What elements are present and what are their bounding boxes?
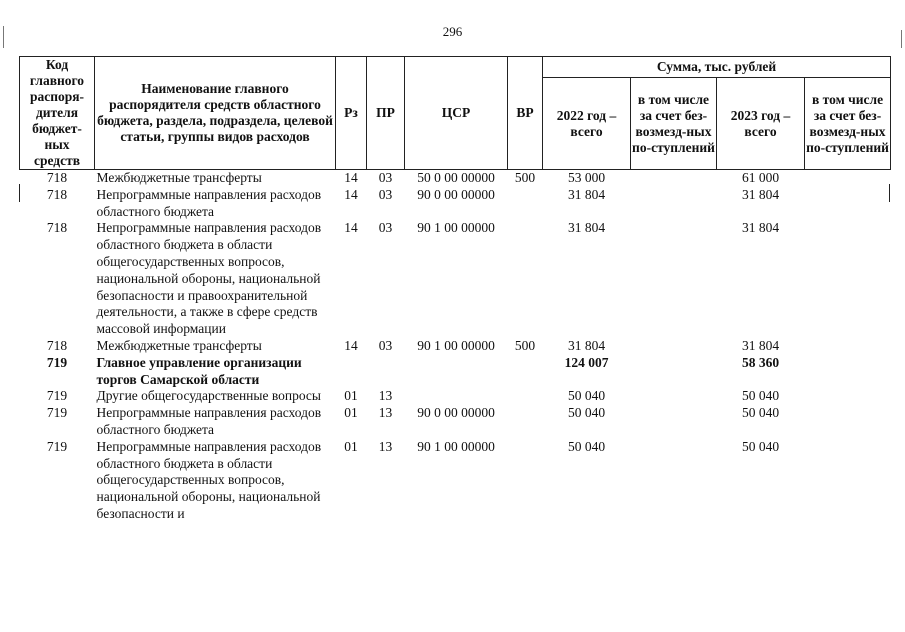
row-2022-total: 53 000 [567, 170, 606, 185]
row-rz: 14 [344, 186, 358, 202]
row-2022-free [631, 405, 717, 439]
row-rz [336, 355, 367, 389]
row-rz: 14 [344, 220, 358, 236]
row-2023-free [805, 220, 891, 338]
row-code: 719 [46, 438, 68, 454]
row-rz: 01 [344, 405, 358, 421]
row-code: 718 [46, 170, 68, 185]
row-2022-total: 31 804 [567, 186, 606, 202]
row-2022-total: 50 040 [567, 438, 606, 454]
row-2023-free [805, 170, 891, 187]
header-2022-free: в том числе за счет без-возмезд-ных по-ступлений [631, 78, 717, 170]
row-2022-total: 50 040 [567, 405, 606, 421]
row-2022-free [631, 338, 717, 355]
row-2023-free [805, 187, 891, 221]
row-vr [508, 405, 543, 439]
header-2023-total: 2023 год – всего [717, 78, 805, 170]
header-name: Наименование главного распорядителя средств областного бюджета, раздела, подраздела, целевой статьи, группы видов расходов [95, 57, 336, 170]
table-row [20, 187, 891, 221]
table-row [20, 388, 891, 405]
row-pr: 03 [378, 220, 393, 236]
row-pr: 13 [378, 388, 393, 404]
row-pr: 13 [378, 438, 393, 454]
row-csr [405, 355, 508, 389]
row-rz: 01 [344, 388, 358, 404]
row-code: 718 [46, 337, 68, 353]
row-2023-total: 50 040 [741, 438, 780, 454]
header-code: Код главного распоря-дителя бюджет-ных средств [20, 57, 95, 170]
row-2023-total: 50 040 [741, 388, 780, 404]
header-2023-free: в том числе за счет без-возмезд-ных по-ступлений [805, 78, 891, 170]
row-vr [508, 187, 543, 221]
row-csr: 50 0 00 00000 [417, 170, 495, 185]
row-rz: 01 [344, 438, 358, 454]
row-name: Главное управление организации торгов Самарской области [96, 354, 302, 387]
budget-table [19, 56, 891, 523]
table-row [20, 439, 891, 523]
row-vr [508, 388, 543, 405]
row-2023-total: 31 804 [741, 337, 780, 353]
row-2022-free [631, 355, 717, 389]
row-2023-free [805, 355, 891, 389]
row-vr: 500 [514, 337, 536, 353]
row-pr: 03 [378, 186, 393, 202]
page-number: 296 [442, 24, 463, 39]
row-vr [508, 220, 543, 338]
row-code: 718 [46, 186, 68, 202]
row-vr [508, 439, 543, 523]
row-2023-total: 58 360 [741, 354, 780, 370]
row-name: Непрограммные направления расходов областного бюджета [96, 405, 322, 437]
row-2023-total: 50 040 [741, 405, 780, 421]
row-csr: 90 1 00 00000 [417, 438, 495, 454]
header-vr: ВР [508, 57, 543, 170]
scan-edge-mark [3, 26, 4, 48]
row-csr [405, 388, 508, 405]
row-2023-free [805, 405, 891, 439]
header-csr: ЦСР [405, 57, 508, 170]
row-2023-total: 31 804 [741, 186, 780, 202]
row-name: Непрограммные направления расходов областного бюджета в области общегосударственных вопросов, национальной обороны, национальной безопасности и правоохранительной деятельности, а также в сфере средств массовой информации [96, 220, 322, 337]
table-row [20, 220, 891, 338]
row-2023-free [805, 338, 891, 355]
row-2022-free [631, 439, 717, 523]
row-csr: 90 1 00 00000 [417, 220, 495, 236]
row-2022-free [631, 388, 717, 405]
row-code: 719 [46, 405, 68, 421]
row-name: Непрограммные направления расходов областного бюджета в области общегосударственных вопросов, национальной обороны, национальной безопасности и [96, 438, 322, 521]
row-name: Непрограммные направления расходов областного бюджета [96, 186, 322, 219]
header-pr: ПР [367, 57, 405, 170]
row-2022-total: 31 804 [567, 220, 606, 236]
row-code: 719 [46, 354, 68, 370]
row-name: Межбюджетные трансферты [96, 337, 262, 353]
row-2023-free [805, 439, 891, 523]
row-pr [367, 355, 405, 389]
column-divider [19, 184, 20, 202]
row-2022-free [631, 170, 717, 187]
row-2022-free [631, 187, 717, 221]
row-pr: 13 [378, 405, 393, 421]
row-pr: 03 [378, 170, 393, 185]
row-name: Межбюджетные трансферты [96, 170, 262, 185]
row-2022-total: 50 040 [567, 388, 606, 404]
table-row [20, 405, 891, 439]
header-sum-group: Сумма, тыс. рублей [543, 57, 891, 78]
row-2023-free [805, 388, 891, 405]
row-pr: 03 [378, 337, 393, 353]
header-2022-total: 2022 год – всего [543, 78, 631, 170]
row-vr [508, 355, 543, 389]
row-2023-total: 31 804 [741, 220, 780, 236]
row-rz: 14 [344, 337, 358, 353]
scan-edge-mark [901, 30, 902, 48]
row-vr: 500 [514, 170, 536, 185]
row-csr: 90 1 00 00000 [417, 337, 495, 353]
row-code: 718 [46, 220, 68, 236]
row-name: Другие общегосударственные вопросы [96, 388, 321, 404]
row-code: 719 [46, 388, 68, 404]
table-row [20, 170, 891, 187]
row-2022-free [631, 220, 717, 338]
row-csr: 90 0 00 00000 [417, 405, 495, 421]
row-2022-total: 31 804 [567, 337, 606, 353]
row-2023-total: 61 000 [741, 170, 780, 185]
row-rz: 14 [344, 170, 358, 185]
column-divider [889, 184, 890, 202]
table-row [20, 338, 891, 355]
table-row [20, 355, 891, 389]
row-csr: 90 0 00 00000 [417, 186, 495, 202]
table-body [20, 170, 891, 523]
header-rz: Рз [336, 57, 367, 170]
row-2022-total: 124 007 [564, 354, 609, 370]
